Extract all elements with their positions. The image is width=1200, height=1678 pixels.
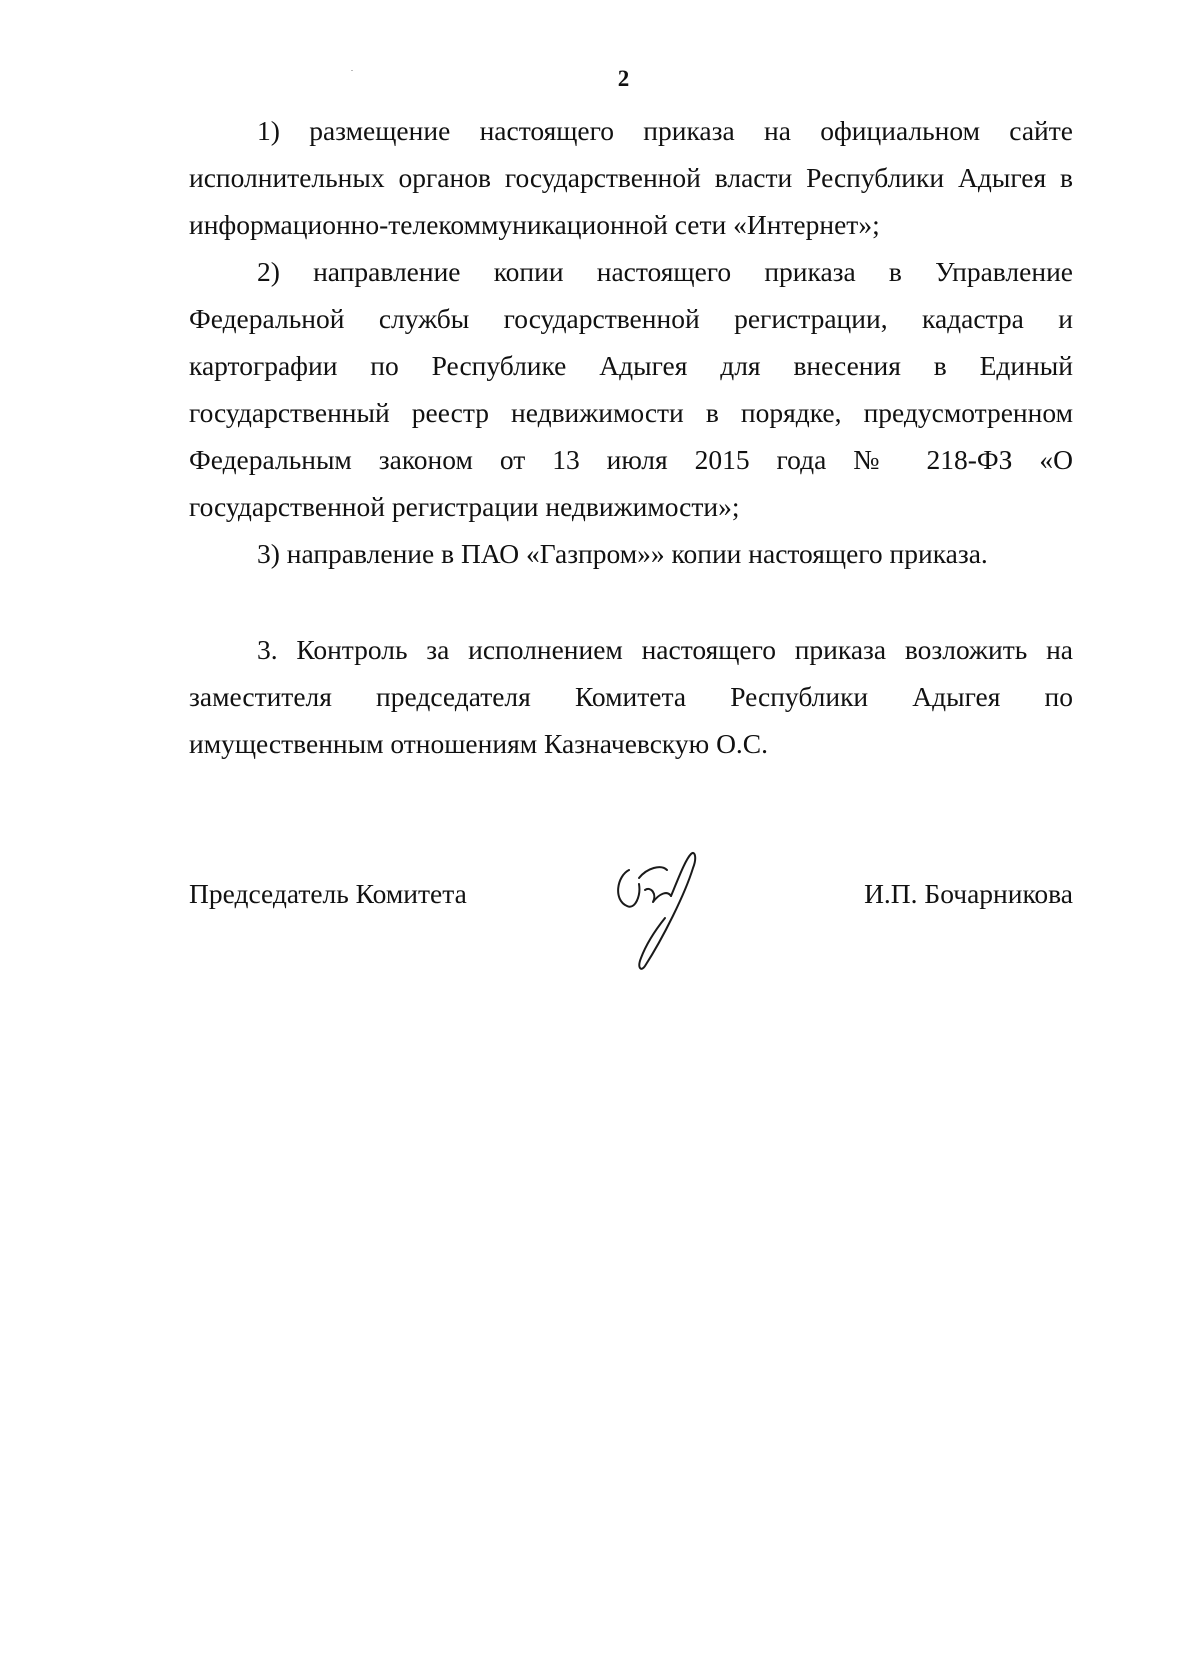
signer-title: Председатель Комитета xyxy=(189,878,467,909)
control-clause: 3. Контроль за исполнением настоящего приказа возложить на заместителя председателя Комитета Республики Адыгея по имущественным отношениям Казначевскую О.С. xyxy=(189,634,1073,759)
handwritten-signature xyxy=(601,848,721,978)
list-item-publication: 1) размещение настоящего приказа на официальном сайте исполнительных органов государственной власти Республики Адыгея в информационно-телекоммуникационной сети «Интернет»; xyxy=(189,115,1073,240)
list-item-registry: 2) направление копии настоящего приказа в Управление Федеральной службы государственной регистрации, кадастра и картографии по Республике Адыгея для внесения в Единый государственный реестр недвижимости в порядке, предусмотренном Федеральным законом от 13 июля 2015 года № 218-ФЗ «О государственной регистрации недвижимости»; xyxy=(189,256,1073,522)
list-item-gazprom: 3) направление в ПАО «Газпром»» копии настоящего приказа. xyxy=(257,538,988,569)
page-number: 2 xyxy=(617,66,630,91)
signer-name: И.П. Бочарникова xyxy=(864,878,1073,909)
signature-block xyxy=(189,878,1073,978)
document-body xyxy=(189,107,1073,767)
